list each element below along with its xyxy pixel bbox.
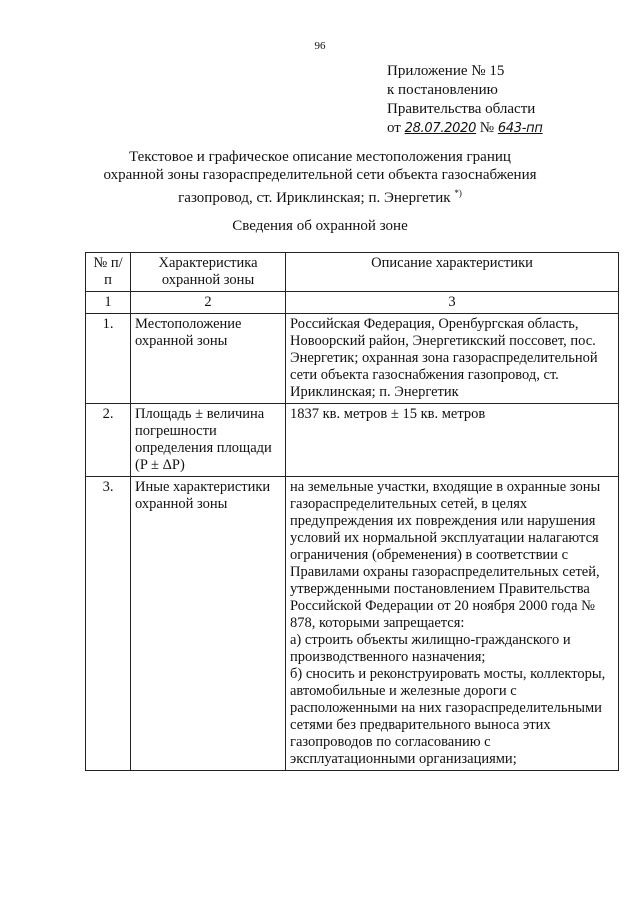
appendix-line-2: к постановлению — [387, 82, 498, 98]
title-line-2: охранной зоны газораспределительной сети объекта газоснабжения — [103, 167, 537, 183]
title-line-1: Текстовое и графическое описание местоположения границ — [129, 149, 511, 165]
appendix-line-3: Правительства области — [387, 101, 536, 117]
handwritten-date: 28.07.2020 — [404, 121, 477, 136]
restriction-item-b: б) сносить и реконструировать мосты, коллекторы, автомобильные и железные дороги с расположенными на них газораспределительными сетями без предварительного выноса этих газопроводов по согласованию с эксплуатационными организациями; — [290, 666, 606, 767]
table-row — [86, 404, 619, 477]
header-num: № п/п — [86, 253, 131, 292]
index-cell-1: 1 — [86, 292, 131, 314]
row-num: 3. — [86, 477, 131, 771]
row-description: Российская Федерация, Оренбургская область, Новоорский район, Энергетикский поссовет, пос. Энергетик; охранная зона газораспределительной сети объекта газоснабжения газопровод, ст. Ириклинская; п. Энергетик — [286, 314, 619, 404]
index-cell-2: 2 — [131, 292, 286, 314]
header-characteristic: Характеристика охранной зоны — [131, 253, 286, 292]
header-description: Описание характеристики — [286, 253, 619, 292]
index-cell-3: 3 — [286, 292, 619, 314]
page-number: 96 — [314, 40, 326, 52]
row-characteristic: Площадь ± величина погрешности определения площади (P ± ΔP) — [131, 404, 286, 477]
row-description — [286, 477, 619, 771]
row-characteristic: Иные характеристики охранной зоны — [131, 477, 286, 771]
appendix-date-prefix: от — [387, 120, 401, 136]
section-subtitle: Сведения об охранной зоне — [232, 218, 408, 234]
row-description: 1837 кв. метров ± 15 кв. метров — [286, 404, 619, 477]
restriction-item-a: а) строить объекты жилищно-гражданского и производственного назначения; — [290, 632, 571, 665]
table-row — [86, 477, 619, 771]
appendix-line-1: Приложение № 15 — [387, 63, 505, 79]
title-line-3 — [60, 184, 580, 207]
restrictions-intro: на земельные участки, входящие в охранные зоны газораспределительных сетей, в целях предупреждения их повреждения или нарушения условий их нормальной эксплуатации налагаются ограничения (обременения) в соответствии с Правилами охраны газораспределительных сетей, утвержденными постановлением Правительства Российской Федерации от 20 ноября 2000 года № 878, которыми запрещается: — [290, 479, 601, 631]
appendix-block — [387, 62, 543, 138]
appendix-number-sign: № — [479, 120, 495, 136]
row-num: 1. — [86, 314, 131, 404]
appendix-line-4 — [387, 119, 543, 138]
table-header-row — [86, 253, 619, 292]
handwritten-number: 643-пп — [497, 121, 543, 136]
row-characteristic: Местоположение охранной зоны — [131, 314, 286, 404]
row-num: 2. — [86, 404, 131, 477]
table-row — [86, 314, 619, 404]
table-index-row — [86, 292, 619, 314]
zone-info-table — [85, 252, 619, 771]
document-title — [60, 148, 580, 207]
footnote-mark: *) — [454, 188, 462, 198]
title-line-3-text: газопровод, ст. Ириклинская; п. Энергетик — [178, 190, 451, 206]
